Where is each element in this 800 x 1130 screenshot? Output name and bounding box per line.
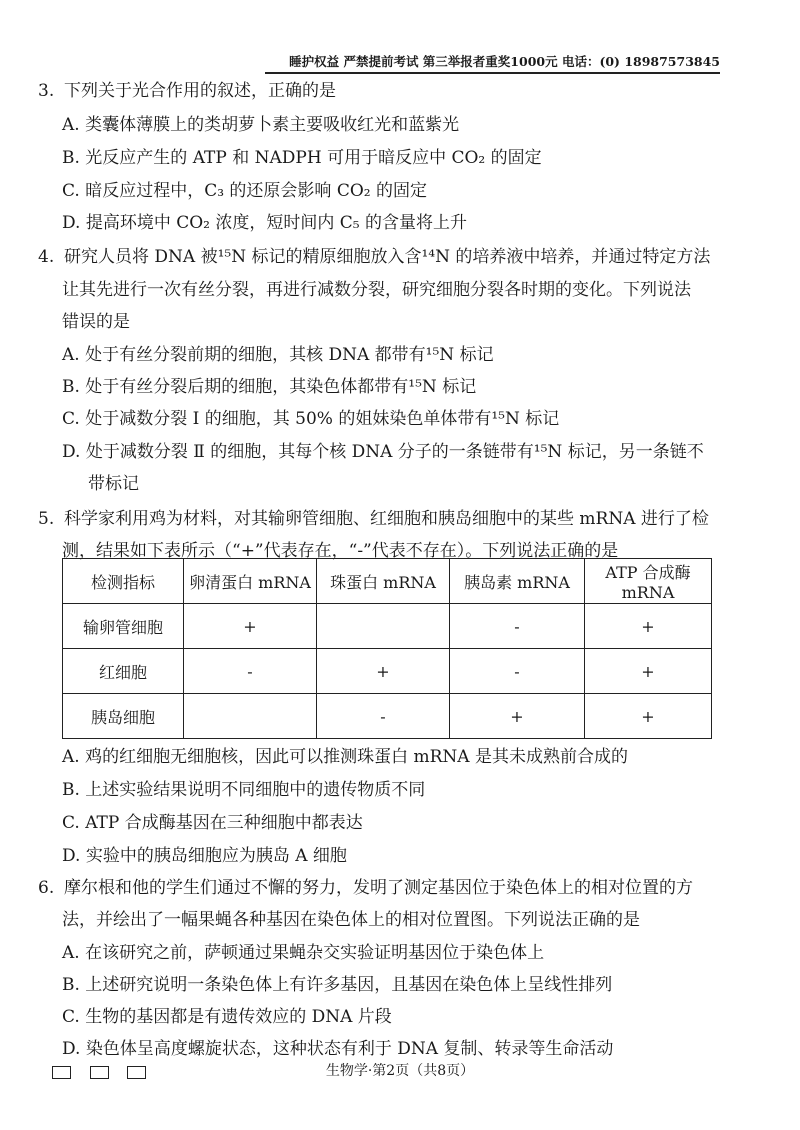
question-4-option-d-continued: 带标记 — [88, 474, 139, 494]
question-4-stem-line-1: 4. 研究人员将 DNA 被¹⁵N 标记的精原细胞放入含¹⁴N 的培养液中培养，并通过特定方法 — [38, 247, 711, 267]
table-cell — [184, 694, 317, 739]
question-6-stem-line-1: 6. 摩尔根和他的学生们通过不懈的努力，发明了测定基因位于染色体上的相对位置的方 — [38, 878, 693, 898]
question-4-option-b: B. 处于有丝分裂后期的细胞，其染色体都带有¹⁵N 标记 — [62, 377, 477, 397]
table-cell: - — [450, 649, 585, 694]
question-3-stem: 3. 下列关于光合作用的叙述，正确的是 — [38, 81, 336, 101]
question-6-option-b: B. 上述研究说明一条染色体上有许多基因，且基因在染色体上呈线性排列 — [62, 975, 613, 995]
table-cell: + — [585, 694, 712, 739]
question-4-stem-line-2: 让其先进行一次有丝分裂，再进行减数分裂，研究细胞分裂各时期的变化。下列说法 — [62, 280, 691, 300]
table-row — [63, 604, 712, 649]
table-cell: 输卵管细胞 — [63, 604, 184, 649]
mrna-detection-table — [62, 558, 712, 739]
table-cell: + — [450, 694, 585, 739]
question-5-option-a: A. 鸡的红细胞无细胞核，因此可以推测珠蛋白 mRNA 是其未成熟前合成的 — [62, 747, 628, 767]
question-5-stem-line-1: 5. 科学家利用鸡为材料，对其输卵管细胞、红细胞和胰岛细胞中的某些 mRNA 进行了检 — [38, 509, 709, 529]
question-5-option-d: D. 实验中的胰岛细胞应为胰岛 A 细胞 — [62, 846, 347, 866]
table-cell: - — [450, 604, 585, 649]
question-6-option-d: D. 染色体呈高度螺旋状态，这种状态有利于 DNA 复制、转录等生命活动 — [62, 1039, 614, 1059]
question-4-option-a: A. 处于有丝分裂前期的细胞，其核 DNA 都带有¹⁵N 标记 — [62, 345, 494, 365]
question-3-option-d: D. 提高环境中 CO₂ 浓度，短时间内 C₅ 的含量将上升 — [62, 213, 468, 233]
table-cell: + — [184, 604, 317, 649]
table-header-cell: 检测指标 — [63, 559, 184, 604]
table-cell: - — [184, 649, 317, 694]
question-6-stem-line-2: 法，并绘出了一幅果蝇各种基因在染色体上的相对位置图。下列说法正确的是 — [62, 910, 640, 930]
table-header-cell: 卵清蛋白 mRNA — [184, 559, 317, 604]
question-6-option-a: A. 在该研究之前，萨顿通过果蝇杂交实验证明基因位于染色体上 — [62, 943, 545, 963]
table-cell — [317, 604, 450, 649]
table-cell: + — [317, 649, 450, 694]
question-3-option-a: A. 类囊体薄膜上的类胡萝卜素主要吸收红光和蓝紫光 — [62, 115, 460, 135]
question-4-stem-line-3: 错误的是 — [62, 312, 130, 332]
exam-header-notice: 睡护权益 严禁提前考试 第三举报者重奖1000元 电话：(0) 18987573845 — [265, 52, 720, 74]
question-5-stem-line-2: 测，结果如下表所示（“+”代表存在，“-”代表不存在）。下列说法正确的是 — [62, 541, 619, 561]
question-3-option-b: B. 光反应产生的 ATP 和 NADPH 可用于暗反应中 CO₂ 的固定 — [62, 148, 542, 168]
table-cell: 红细胞 — [63, 649, 184, 694]
table-header-cell: 胰岛素 mRNA — [450, 559, 585, 604]
question-4-option-c: C. 处于减数分裂 Ⅰ 的细胞，其 50% 的姐妹染色单体带有¹⁵N 标记 — [62, 409, 560, 429]
table-header-cell: ATP 合成酶 mRNA — [585, 559, 712, 604]
question-4-option-d: D. 处于减数分裂 Ⅱ 的细胞，其每个核 DNA 分子的一条链带有¹⁵N 标记，另一条链不 — [62, 442, 704, 462]
question-5-option-c: C. ATP 合成酶基因在三种细胞中都表达 — [62, 813, 363, 833]
table-header-row — [63, 559, 712, 604]
table-row — [63, 649, 712, 694]
table-row — [63, 694, 712, 739]
table-header-cell: 珠蛋白 mRNA — [317, 559, 450, 604]
question-6-option-c: C. 生物的基因都是有遗传效应的 DNA 片段 — [62, 1007, 392, 1027]
question-3-option-c: C. 暗反应过程中，C₃ 的还原会影响 CO₂ 的固定 — [62, 181, 428, 201]
table-cell: - — [317, 694, 450, 739]
table-cell: + — [585, 604, 712, 649]
table-cell: + — [585, 649, 712, 694]
table-cell: 胰岛细胞 — [63, 694, 184, 739]
question-5-option-b: B. 上述实验结果说明不同细胞中的遗传物质不同 — [62, 780, 426, 800]
page-footer: 生物学·第2页（共8页） — [325, 1063, 475, 1079]
